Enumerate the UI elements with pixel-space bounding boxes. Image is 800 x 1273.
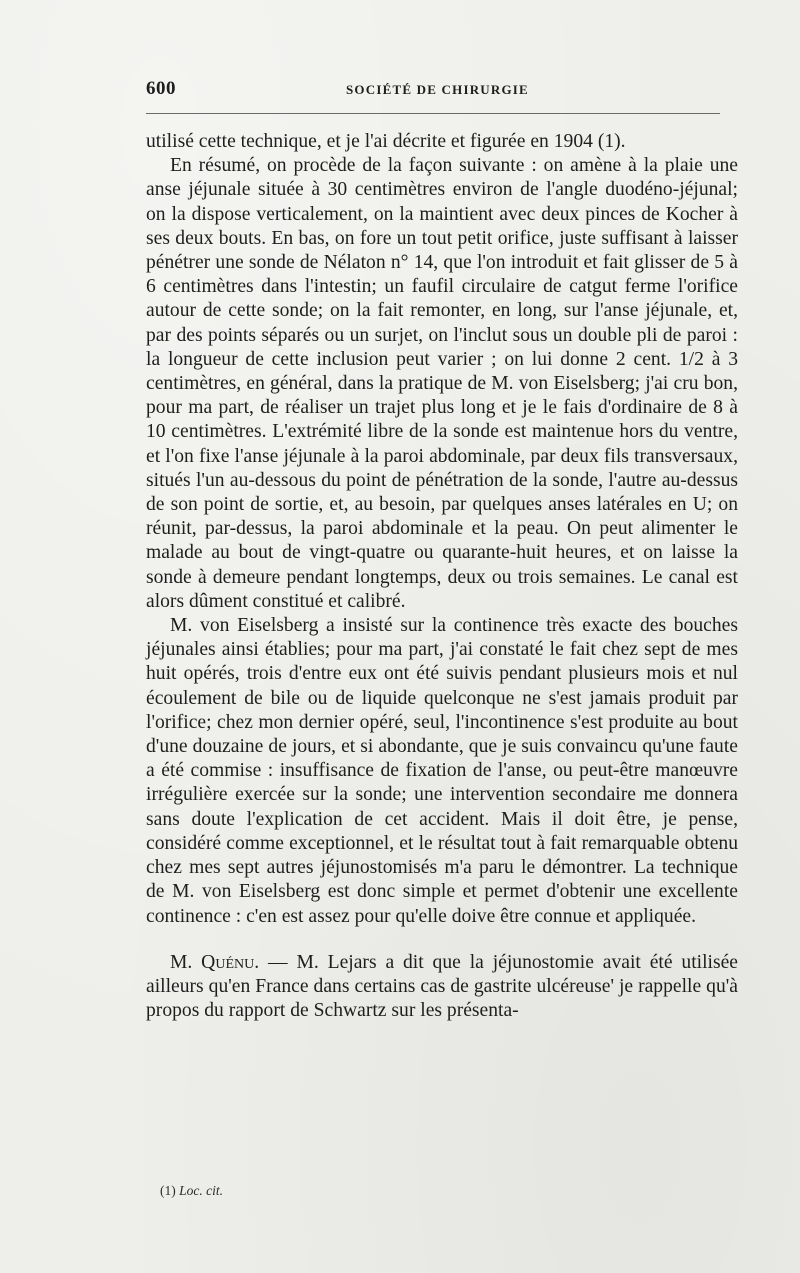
footnote xyxy=(160,1183,223,1199)
footnote-marker: (1) xyxy=(160,1183,176,1198)
speaker-name: M. Quénu. xyxy=(170,951,260,973)
page-header xyxy=(146,78,738,102)
paragraph-continuation: utilisé cette technique, et je l'ai décrite et figurée en 1904 (1). xyxy=(146,131,626,152)
paragraph-quenu xyxy=(146,951,738,1024)
footnote-text: Loc. cit. xyxy=(179,1183,223,1198)
paragraph-quenu-text: — M. Lejars a dit que la jéjunostomie avait été utilisée ailleurs qu'en France dans certains cas de gastrite ulcéreuse' je rappelle qu'à propos du rapport de Schwartz sur les présenta- xyxy=(146,951,739,1022)
paragraph-continence: M. von Eiselsberg a insisté sur la continence très exacte des bouches jéjunales ainsi établies; pour ma part, j'ai constaté le fait chez sept de mes huit opérés, trois d'entre eux ont été suivis pendant plusieurs mois et nul écoulement de bile ou de liquide quelconque ne s'est jamais produit par l'orifice; chez mon dernier opéré, seul, l'incontinence s'est produite au bout d'une douzaine de jours, et si abondante, que je suis convaincu qu'une faute a été commise : insuffisance de fixation de l'anse, ou peut-être manœuvre irrégulière exercée sur la sonde; une intervention secondaire me donnera sans doute l'explication de cet accident. Mais il doit être, je pense, considéré comme exceptionnel, et le résultat tout à fait remarquable obtenu chez mes sept autres jéjunostomisés m'a paru le démontrer. La technique de M. von Eiselsberg est donc simple et permet d'obtenir une excellente continence : c'en est assez pour qu'elle doive être connue et appliquée. xyxy=(146,615,738,927)
page-number: 600 xyxy=(146,78,176,99)
body-text xyxy=(146,130,738,1023)
running-head: SOCIÉTÉ DE CHIRURGIE xyxy=(346,82,529,97)
paragraph-technique: En résumé, on procède de la façon suivante : on amène à la plaie une anse jéjunale située à 30 centimètres environ de l'angle duodéno-jéjunal; on la dispose verticalement, on la maintient avec deux pinces de Kocher à ses deux bouts. En bas, on fore un tout petit orifice, juste suffisant à laisser pénétrer une sonde de Nélaton n° 14, que l'on introduit et fait glisser de 5 à 6 centimètres dans l'intestin; un faufil circulaire de catgut ferme l'orifice autour de cette sonde; on la fait remonter, en long, sur l'anse jéjunale, et, par des points séparés ou un surjet, on l'inclut sous un double pli de paroi : la longueur de cette inclusion peut varier ; on lui donne 2 cent. 1/2 à 3 centimètres, en général, dans la pratique de M. von Eiselsberg; j'ai cru bon, pour ma part, de réaliser un trajet plus long et je le fais d'ordinaire de 8 à 10 centimètres. L'extrémité libre de la sonde est maintenue hors du ventre, et l'on fixe l'anse jéjunale à la paroi abdominale, par deux fils transversaux, situés l'un au-dessous du point de pénétration de la sonde, l'autre au-dessus de son point de sortie, et, au besoin, par quelques anses latérales en U; on réunit, par-dessus, la paroi abdominale et la peau. On peut alimenter le malade au bout de vingt-quatre ou quarante-huit heures, et on laisse la sonde à demeure pendant longtemps, deux ou trois semaines. Le canal est alors dûment constitué et calibré. xyxy=(146,155,738,612)
header-rule xyxy=(146,113,720,114)
